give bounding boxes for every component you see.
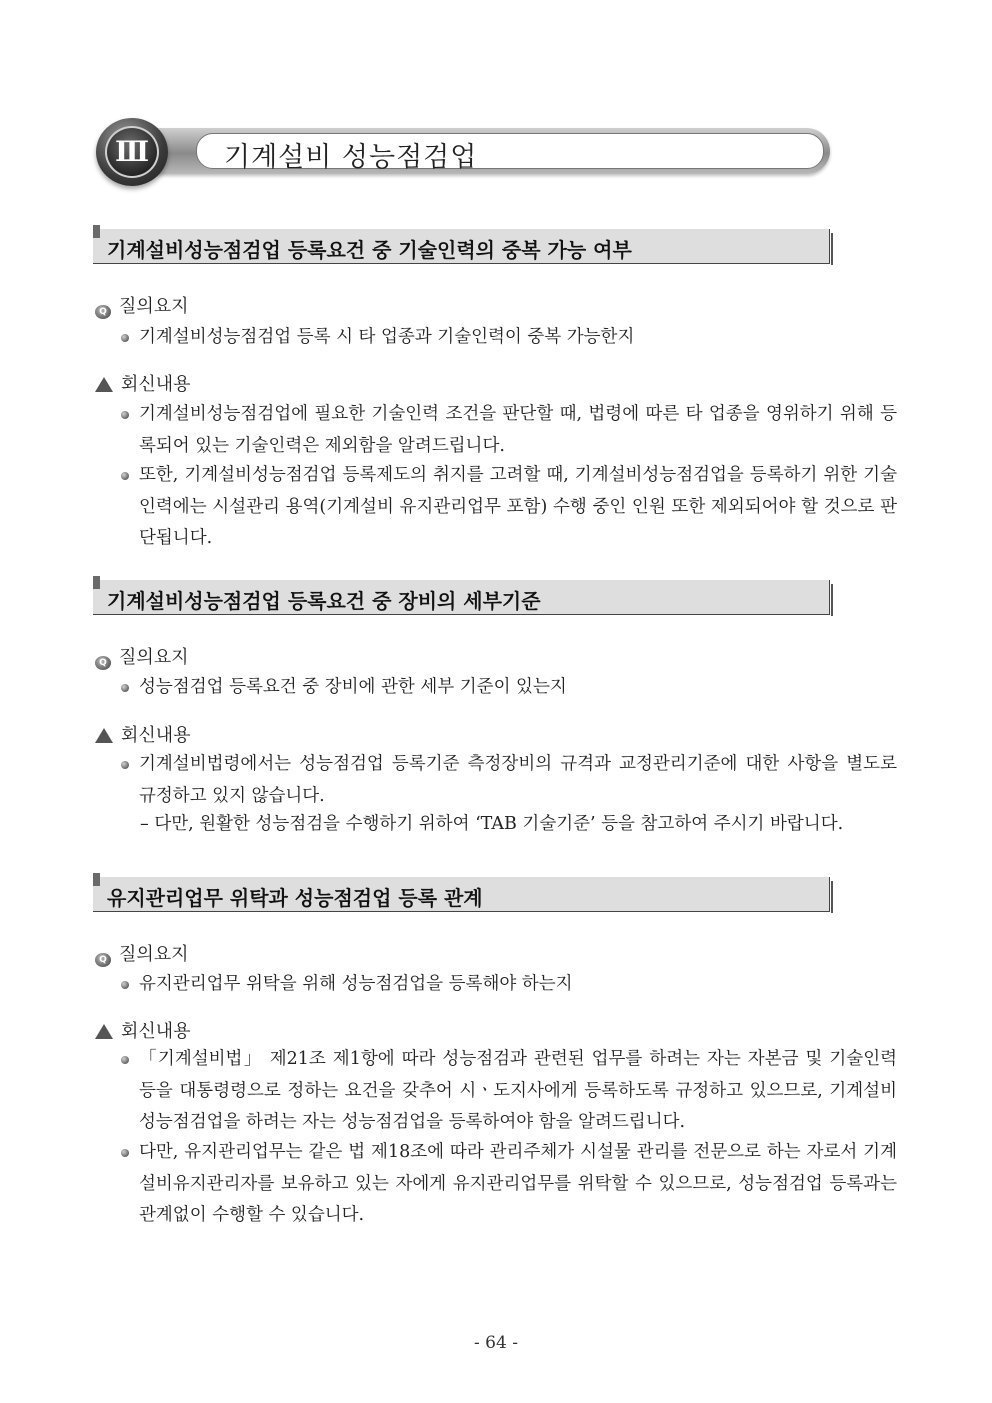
section-header-3 (93, 877, 833, 917)
chapter-number-badge (96, 118, 168, 186)
question-label: Q 질의요지 (95, 940, 189, 967)
section-title: 기계설비성능점검업 등록요건 중 기술인력의 중복 가능 여부 (107, 238, 632, 262)
section-title: 기계설비성능점검업 등록요건 중 장비의 세부기준 (107, 589, 541, 613)
q-icon: Q (95, 305, 111, 319)
question-label: Q 질의요지 (95, 643, 189, 670)
section-marker (93, 873, 100, 886)
bullet-icon (121, 334, 129, 342)
bullet-icon (121, 411, 129, 419)
chapter-title: 기계설비 성능점검업 (224, 142, 478, 173)
a-triangle-icon (95, 1024, 113, 1039)
bullet-icon (121, 472, 129, 480)
page-number: - 64 - (474, 1333, 518, 1353)
q-icon: Q (95, 953, 111, 967)
chapter-banner (96, 118, 832, 190)
answer-item: 기계설비성능점검업에 필요한 기술인력 조건을 판단할 때, 법령에 따른 타 업종을 영위하기 위해 등록되어 있는 기술인력은 제외함을 알려드립니다. (117, 399, 897, 462)
q-icon: Q (95, 656, 111, 670)
bullet-icon (121, 761, 129, 769)
section-title: 유지관리업무 위탁과 성능점검업 등록 관계 (107, 886, 483, 910)
bullet-icon (121, 1149, 129, 1157)
chapter-numeral: Ⅲ (105, 126, 159, 178)
answer-item: 다만, 유지관리업무는 같은 법 제18조에 따라 관리주체가 시설물 관리를 전문으로 하는 자로서 기계설비유지관리자를 보유하고 있는 자에게 유지관리업무를 위탁할 수 있으므로, 성능점검업 등록과는 관계없이 수행할 수 있습니다. (117, 1137, 897, 1232)
question-label: Q 질의요지 (95, 292, 189, 319)
question-item: 기계설비성능점검업 등록 시 타 업종과 기술인력이 중복 가능한지 (117, 322, 897, 354)
section-marker (93, 576, 100, 589)
section-header-2 (93, 580, 833, 620)
answer-label: 회신내용 (95, 370, 191, 396)
bullet-icon (121, 1056, 129, 1064)
section-header-1 (93, 229, 833, 269)
bullet-icon (121, 684, 129, 692)
answer-item: 또한, 기계설비성능점검업 등록제도의 취지를 고려할 때, 기계설비성능점검업을 등록하기 위한 기술인력에는 시설관리 용역(기계설비 유지관리업무 포함) 수행 중인 인원 또한 제외되어야 할 것으로 판단됩니다. (117, 460, 897, 555)
question-item: 유지관리업무 위탁을 위해 성능점검업을 등록해야 하는지 (117, 969, 897, 1001)
answer-label: 회신내용 (95, 721, 191, 747)
section-marker (93, 225, 100, 238)
question-item: 성능점검업 등록요건 중 장비에 관한 세부 기준이 있는지 (117, 672, 897, 704)
answer-label: 회신내용 (95, 1017, 191, 1043)
answer-note: – 다만, 원활한 성능점검을 수행하기 위하여 ‘TAB 기술기준’ 등을 참고하여 주시기 바랍니다. (140, 814, 844, 834)
bullet-icon (121, 981, 129, 989)
a-triangle-icon (95, 377, 113, 392)
answer-item: 「기계설비법」 제21조 제1항에 따라 성능점검과 관련된 업무를 하려는 자는 자본금 및 기술인력 등을 대통령령으로 정하는 요건을 갖추어 시ㆍ도지사에게 등록하도록 규정하고 있으므로, 기계설비성능점검업을 하려는 자는 성능점검업을 등록하여야 함을 알려드립니다. (117, 1044, 897, 1139)
a-triangle-icon (95, 728, 113, 743)
answer-item: 기계설비법령에서는 성능점검업 등록기준 측정장비의 규격과 교정관리기준에 대한 사항을 별도로 규정하고 있지 않습니다. (117, 749, 897, 812)
